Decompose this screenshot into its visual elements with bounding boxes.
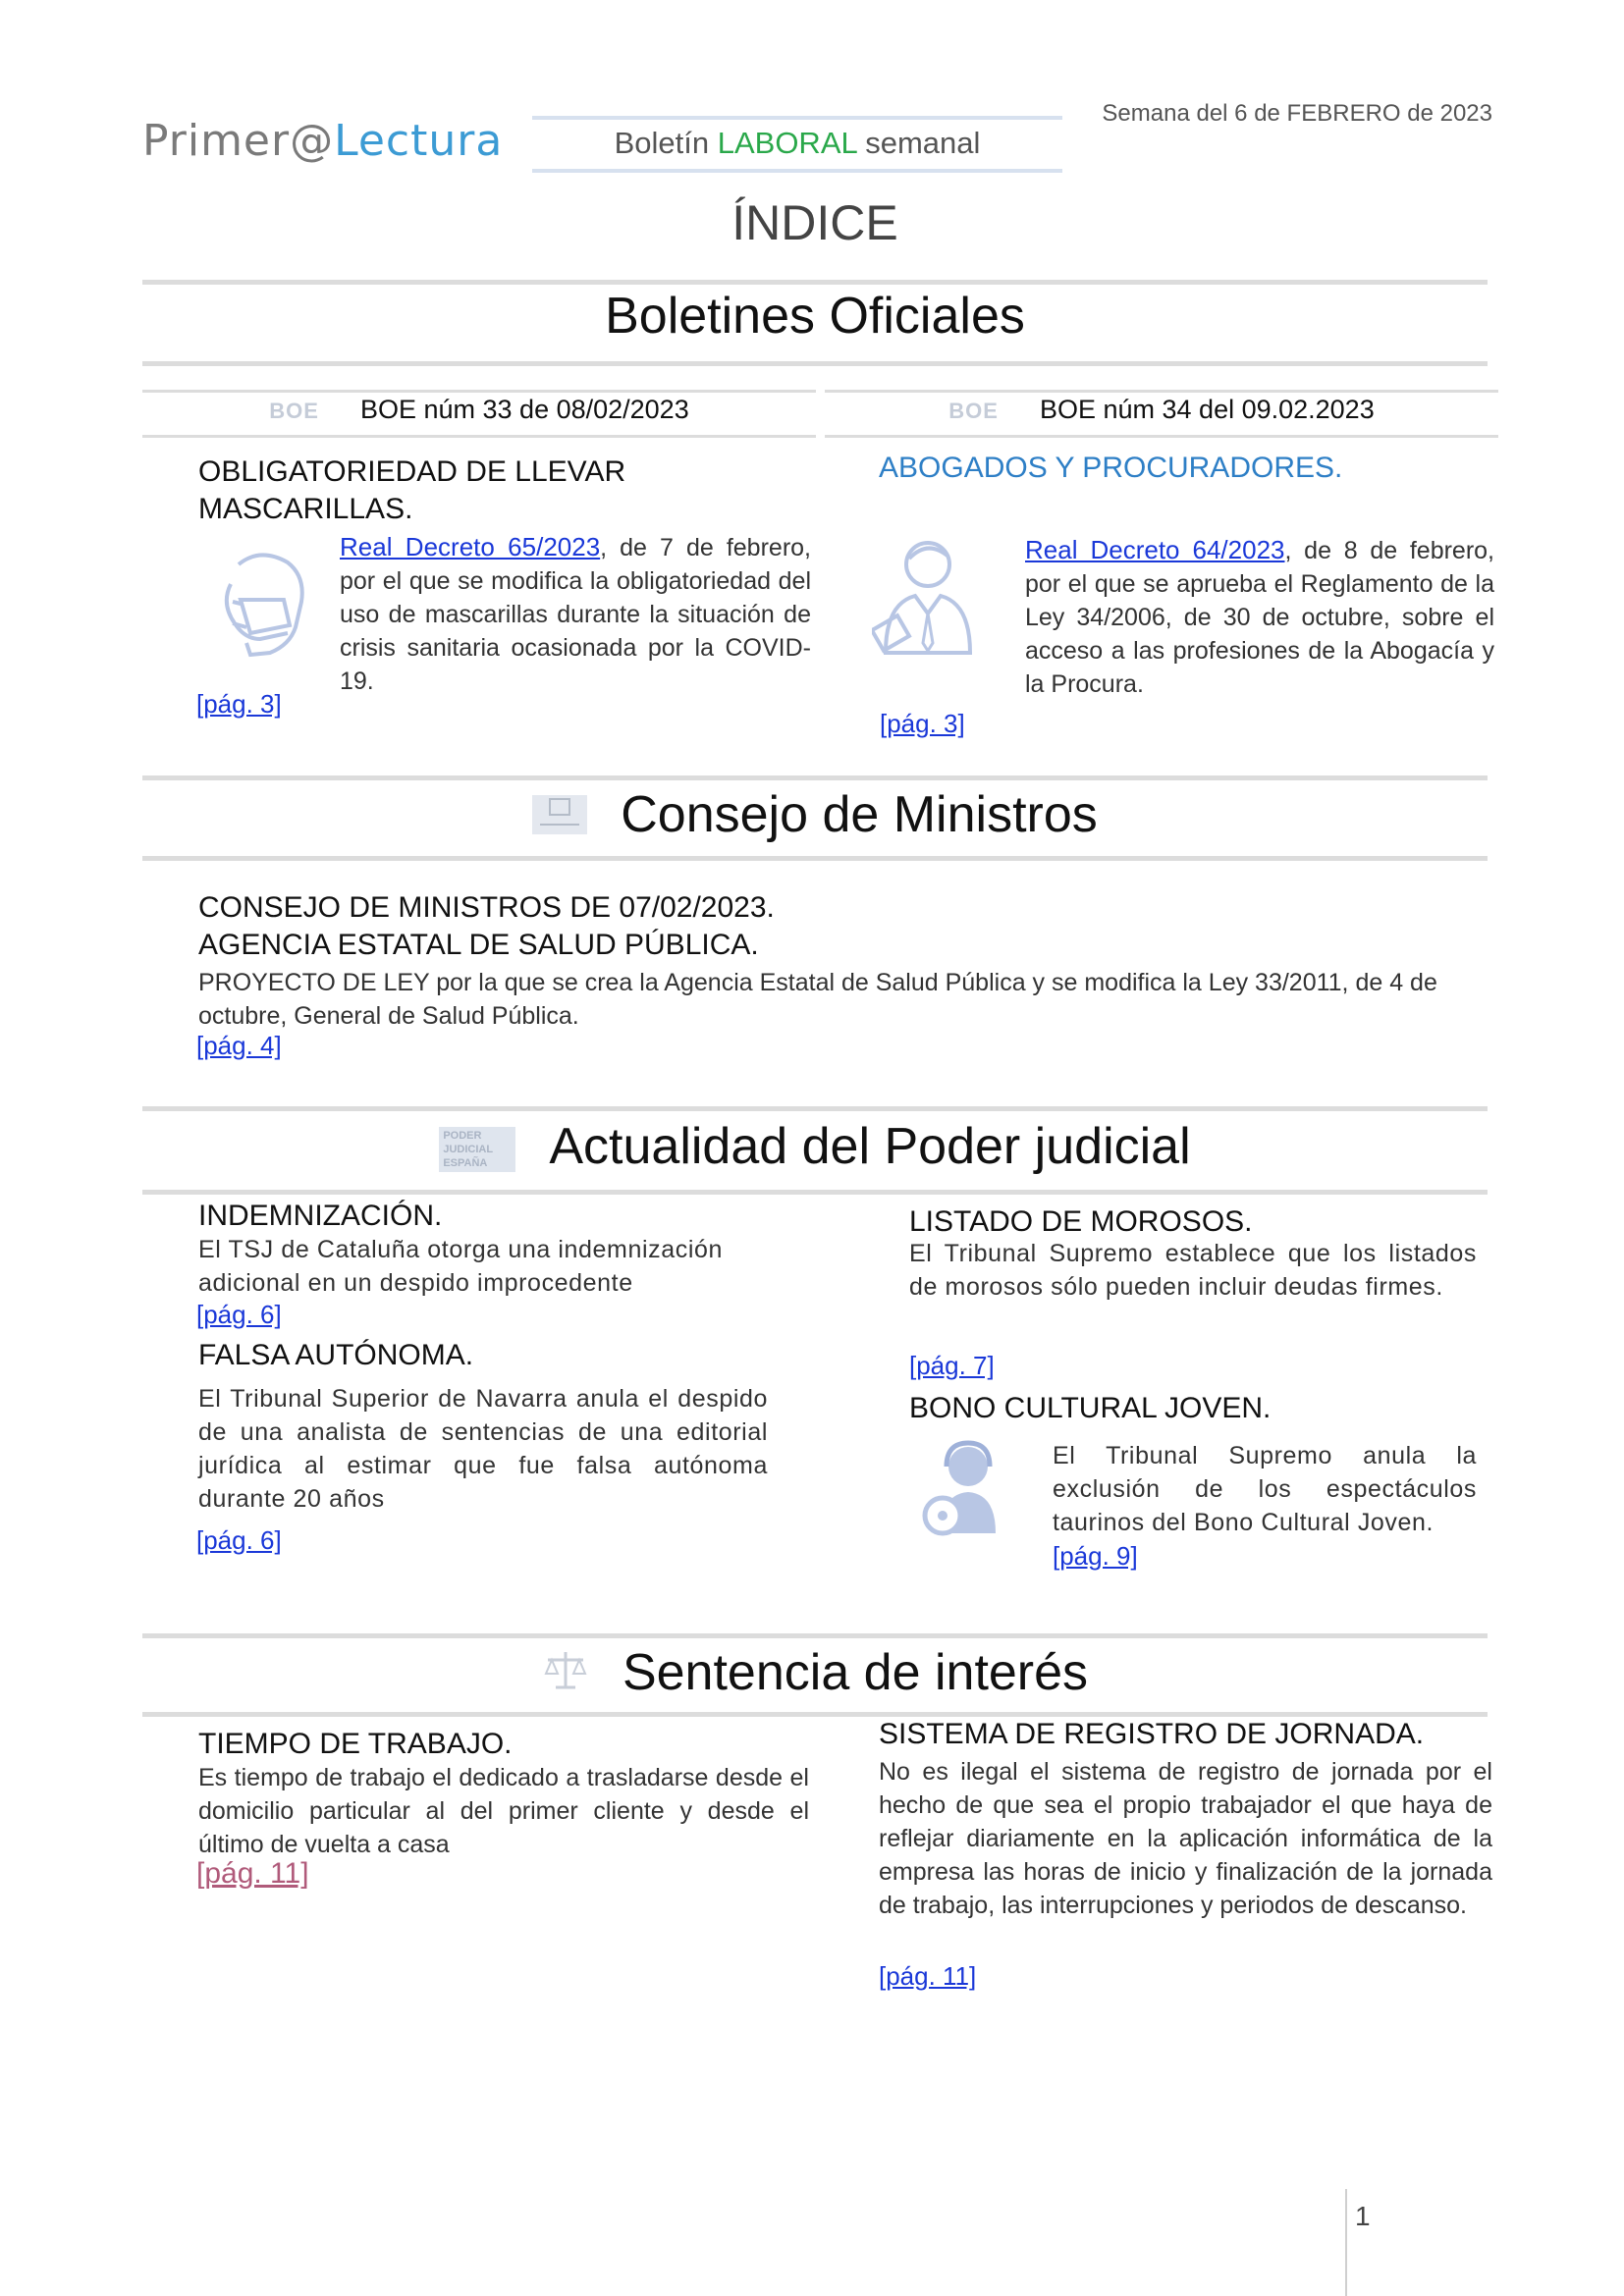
poder-judicial-logo (439, 1127, 515, 1172)
judicial-text-falsa-autonoma: El Tribunal Superior de Navarra anula el despido de una analista de sentencias de una editorial jurídica al estimar que fue falsa autónoma durante 20 años (198, 1385, 768, 1513)
divider (142, 390, 816, 393)
divider (142, 1633, 1488, 1638)
boe-heading-left (142, 395, 816, 425)
judicial-page-link-bono[interactable]: [pág. 9] (1053, 1541, 1138, 1571)
page-number-bar (1345, 2189, 1347, 2296)
logo-part1: Primer@ (142, 116, 335, 166)
scales-icon (542, 1646, 589, 1706)
sentencia-text-tiempo: Es tiempo de trabajo el dedicado a trasladarse desde el domicilio particular al del primer cliente y desde el último de vuelta a casa (198, 1764, 809, 1858)
logo-line-1: PODER (443, 1130, 482, 1143)
section-title-sentencia (142, 1643, 1488, 1706)
sentencia-page-link-registro[interactable]: [pág. 11] (879, 1961, 977, 1991)
face-mask-icon (211, 545, 309, 667)
divider (142, 280, 1488, 285)
moncloa-icon (532, 788, 587, 847)
boe-logo-icon: BOE (948, 399, 999, 423)
consejo-text: PROYECTO DE LEY por la que se crea la Agencia Estatal de Salud Pública y se modifica la Ley 33/2011, de 4 de octubre, General de Salud Pública. (198, 969, 1437, 1030)
judicial-text-bono: El Tribunal Supremo anula la exclusión de los espectáculos taurinos del Bono Cultural Joven. (1053, 1442, 1477, 1536)
lawyer-icon (872, 535, 980, 667)
week-label: Semana del 6 de FEBRERO de 2023 (1102, 100, 1492, 127)
real-decreto-65-link[interactable]: Real Decreto 65/2023 (340, 532, 601, 561)
sentencia-heading-registro: SISTEMA DE REGISTRO DE JORNADA. (879, 1718, 1425, 1750)
boe-heading-right (825, 395, 1498, 425)
bulletin-bottom-rule (532, 169, 1062, 173)
boe-right-text: , de 8 de febrero, por el que se aprueba el Reglamento de la Ley 34/2006, de 30 de octubre, sobre el acceso a las profesiones de la Abogacía y la Procura. (1025, 537, 1494, 698)
boe-left-description (340, 530, 811, 698)
boe-heading-right-text: BOE núm 34 del 09.02.2023 (1039, 395, 1375, 424)
sentencia-text-registro: No es ilegal el sistema de registro de jornada por el hecho de que sea el propio trabajador el que haya de reflejar diariamente en la aplicación informática de la empresa las horas de inicio y finalización de la jornada de trabajo, las interrupciones y periodos de descanso. (879, 1758, 1492, 1919)
judicial-page-link-falsa-autonoma[interactable]: [pág. 6] (196, 1525, 282, 1555)
boe-logo-icon: BOE (269, 399, 319, 423)
divider (142, 1190, 1488, 1195)
boe-right-description (1025, 533, 1494, 701)
judicial-heading-falsa-autonoma: FALSA AUTÓNOMA. (198, 1339, 474, 1371)
index-title: ÍNDICE (731, 195, 898, 250)
bulletin-top-rule (532, 116, 1062, 120)
bulletin-title (532, 126, 1062, 161)
judicial-title-text: Actualidad del Poder judicial (549, 1118, 1191, 1175)
sentencia-heading-tiempo: TIEMPO DE TRABAJO. (198, 1728, 513, 1760)
divider (142, 1106, 1488, 1111)
section-title-judicial (142, 1117, 1488, 1176)
consejo-page-link[interactable]: [pág. 4] (196, 1031, 282, 1060)
divider (142, 775, 1488, 780)
bulletin-prefix: Boletín (614, 126, 718, 160)
music-listener-icon (921, 1439, 1009, 1542)
boe-left-text: , de 7 de febrero, por el que se modifica la obligatoriedad del uso de mascarillas durante la situación de crisis sanitaria ocasionada por la COVID-19. (340, 534, 811, 695)
divider (142, 856, 1488, 861)
logo-line-2: JUDICIAL (443, 1144, 494, 1156)
consejo-heading-2: AGENCIA ESTATAL DE SALUD PÚBLICA. (198, 929, 759, 961)
consejo-headings (198, 889, 1475, 964)
page-number: 1 (1355, 2201, 1371, 2231)
boe-left-topic (198, 454, 787, 528)
consejo-title-text: Consejo de Ministros (621, 786, 1098, 843)
boe-right-topic: ABOGADOS Y PROCURADORES. (879, 452, 1343, 484)
sentencia-title-text: Sentencia de interés (622, 1644, 1089, 1701)
section-title-boletines: Boletines Oficiales (605, 288, 1025, 345)
judicial-heading-indemnizacion: INDEMNIZACIÓN. (198, 1200, 443, 1232)
logo-line-3: ESPAÑA (443, 1157, 488, 1170)
logo-part2: Lectura (334, 116, 504, 166)
consejo-heading-1: CONSEJO DE MINISTROS DE 07/02/2023. (198, 891, 775, 924)
brand-logo (142, 116, 503, 166)
judicial-heading-morosos: LISTADO DE MOROSOS. (909, 1205, 1253, 1238)
judicial-text-morosos: El Tribunal Supremo establece que los listados de morosos sólo pueden incluir deudas firmes. (909, 1240, 1477, 1301)
judicial-text-indemnizacion: El TSJ de Cataluña otorga una indemnización adicional en un despido improcedente (198, 1236, 723, 1297)
real-decreto-64-link[interactable]: Real Decreto 64/2023 (1025, 535, 1285, 564)
judicial-heading-bono: BONO CULTURAL JOVEN. (909, 1392, 1272, 1424)
divider (825, 390, 1498, 393)
boe-heading-left-text: BOE núm 33 de 08/02/2023 (359, 395, 689, 424)
judicial-page-link-indemnizacion[interactable]: [pág. 6] (196, 1300, 282, 1329)
divider (825, 435, 1498, 438)
boe-left-topic-line2: MASCARILLAS. (198, 493, 413, 525)
boe-left-topic-line1: OBLIGATORIEDAD DE LLEVAR (198, 455, 626, 488)
bulletin-suffix: semanal (856, 126, 981, 160)
boe-right-page-link[interactable]: [pág. 3] (880, 709, 965, 738)
bulletin-highlight: LABORAL (717, 126, 857, 160)
divider (142, 361, 1488, 366)
divider (142, 435, 816, 438)
boe-left-page-link[interactable]: [pág. 3] (196, 689, 282, 719)
section-title-consejo (142, 785, 1488, 847)
sentencia-page-link-tiempo[interactable]: [pág. 11] (196, 1857, 309, 1890)
judicial-page-link-morosos[interactable]: [pág. 7] (909, 1351, 995, 1380)
